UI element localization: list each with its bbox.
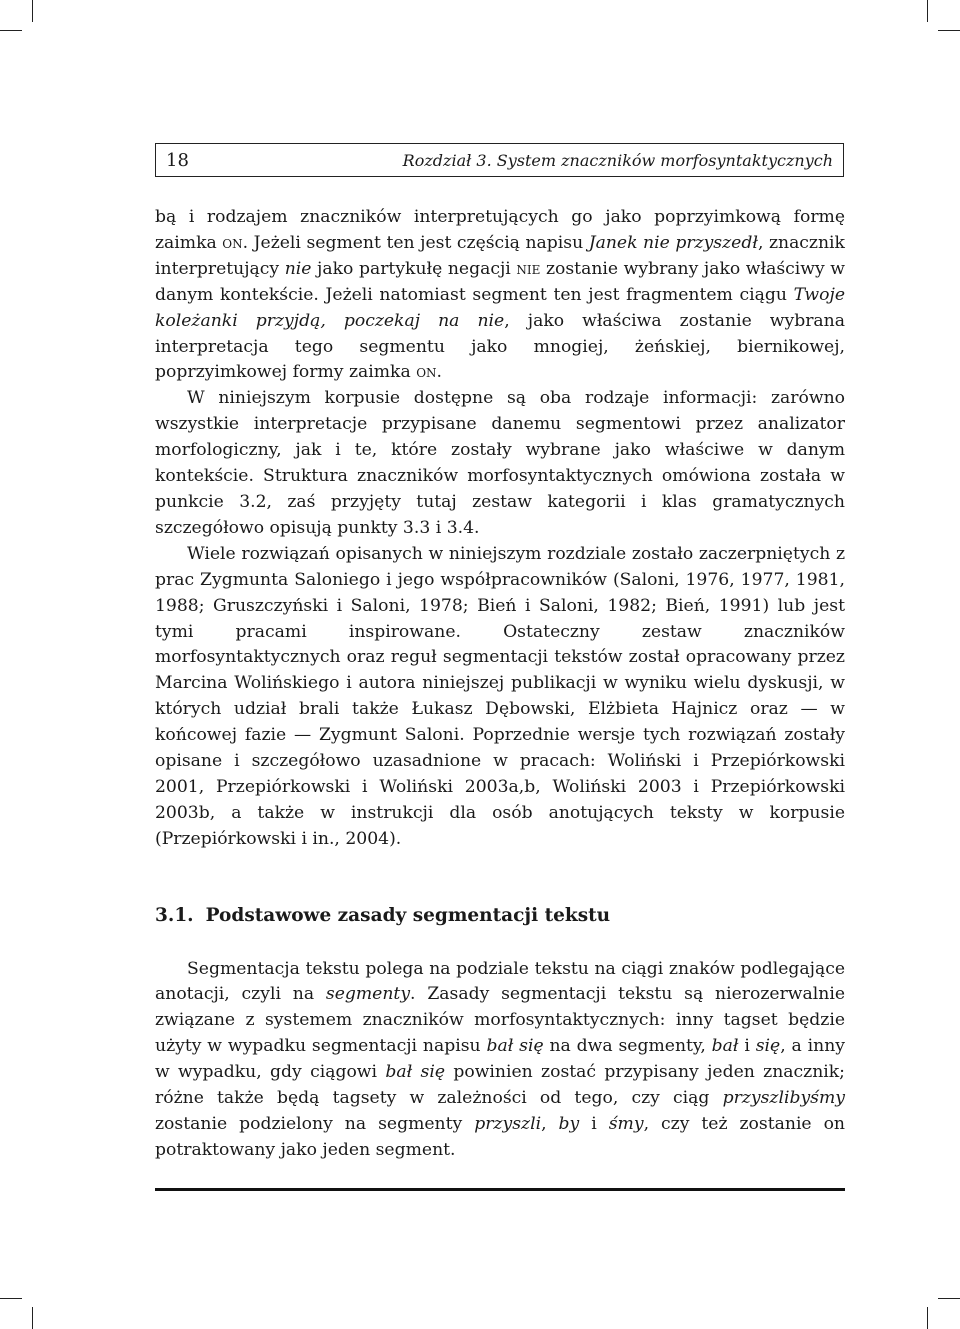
text-run: , znacznik interpretujący xyxy=(155,232,845,279)
paragraph xyxy=(155,957,845,1164)
crop-mark xyxy=(0,1298,22,1299)
crop-mark xyxy=(938,30,960,31)
italic-example: przyszli xyxy=(474,1114,542,1134)
text-run: Segmentacja tekstu polega na podziale tekstu na ciągi znaków podlegające anotacji, czyli na xyxy=(155,958,845,1005)
small-caps-term: on xyxy=(222,232,243,253)
crop-mark xyxy=(0,30,22,31)
crop-mark xyxy=(927,0,928,22)
text-run: bą i rodzajem znaczników interpretujących go jako poprzyimkową formę zaimka xyxy=(155,207,845,253)
italic-example: bał xyxy=(711,1036,739,1057)
crop-mark xyxy=(938,1298,960,1299)
section-heading xyxy=(155,903,845,929)
small-caps-term: on xyxy=(416,362,437,383)
text-run: jako partykułę negacji xyxy=(311,258,517,279)
text-run: , a inny w wypadku, gdy ciągowi xyxy=(155,1036,845,1083)
italic-example: nie xyxy=(284,258,312,279)
text-run: na dwa segmenty, xyxy=(543,1036,712,1057)
text-run: zostanie podzielony na segmenty xyxy=(155,1114,475,1134)
text-run: zostanie wybrany jako właściwy w danym kontekście. Jeżeli natomiast segment ten jest fragmentem ciągu xyxy=(155,258,845,305)
text-run: , czy też zostanie on potraktowany jako jeden segment. xyxy=(155,1114,846,1160)
crop-mark xyxy=(32,0,33,22)
italic-example: bał się xyxy=(385,1062,445,1083)
paragraph: Wiele rozwiązań opisanych w niniejszym rozdziale zostało zaczerpniętych z prac Zygmunta Saloniego i jego współpracowników (Saloni, 1976, 1977, 1981, 1988; Gruszczyński i Saloni, 1978; Bień i Saloni, 1982; Bień, 1991) lub jest tymi pracami inspirowane. Ostateczny zestaw znaczników morfosyntaktycznych oraz reguł segmentacji tekstów został opracowany przez Marcina Wolińskiego i autora niniejszej publikacji w wyniku wielu dyskusji, w których udział brali także Łukasz Dębowski, Elżbieta Hajnicz oraz — w końcowej fazie — Zygmunt Saloni. Poprzednie wersje tych rozwiązań zostały opisane i szczegółowo uzasadnione w pracach: Woliński i Przepiórkowski 2001, Przepiórkowski i Woliński 2003a,b, Woliński 2003 i Przepiórkowski 2003b, a także w instrukcji dla osób anotujących teksty w korpusie (Przepiórkowski i in., 2004). xyxy=(155,543,845,849)
crop-mark xyxy=(32,1307,33,1329)
italic-example: by xyxy=(558,1114,580,1134)
italic-example: się xyxy=(755,1036,781,1057)
section-number: 3.1. xyxy=(155,904,194,926)
text-run: powinien zostać przypisany jeden znacznik; różne także będą tagsety w zależności od tego, czy ciąg xyxy=(155,1062,845,1109)
paragraph-continued xyxy=(155,205,845,386)
paragraph: W niniejszym korpusie dostępne są oba rodzaje informacji: zarówno wszystkie interpretacje przypisane danemu segmentowi przez analizator morfologiczny, jak i te, które zostały wybrane jako właściwe w danym kontekście. Struktura znaczników morfosyntaktycznych omówiona została w punkcie 3.2, zaś przyjęty tutaj zestaw kategorii i klas gramatycznych szczegółowo opisują punkty 3.3 i 3.4. xyxy=(155,388,845,538)
page-number: 18 xyxy=(166,149,189,171)
text-run: i xyxy=(738,1036,756,1057)
italic-example: Janek nie przyszedł xyxy=(588,232,758,253)
body-text xyxy=(155,205,845,1164)
italic-term: segmenty xyxy=(325,984,411,1005)
text-run: . xyxy=(436,362,442,383)
text-run: , xyxy=(541,1114,559,1134)
text-run: , jako właściwa zostanie wybrana interpretacja tego segmentu jako mnogiej, żeńskiej, biernikowej, poprzyimkowej formy zaimka xyxy=(155,310,845,383)
running-head-title: Rozdział 3. System znaczników morfosyntaktycznych xyxy=(402,150,833,170)
text-run: . Zasady segmentacji tekstu są nierozerwalnie związane z systemem znaczników morfosyntaktycznych: inny tagset będzie użyty w wypadku segmentacji napisu xyxy=(155,984,845,1057)
small-caps-term: nie xyxy=(516,258,541,279)
section-title: Podstawowe zasady segmentacji tekstu xyxy=(205,904,611,926)
italic-example: Twoje koleżanki przyjdą, poczekaj na nie xyxy=(155,284,845,331)
italic-example: śmy xyxy=(608,1114,644,1134)
italic-example: przyszlibyśmy xyxy=(722,1088,845,1109)
crop-mark xyxy=(927,1307,928,1329)
italic-example: bał się xyxy=(486,1036,544,1057)
running-header xyxy=(155,143,844,177)
bottom-rule xyxy=(155,1188,845,1191)
text-run: i xyxy=(579,1114,609,1134)
text-run: . Jeżeli segment ten jest częścią napisu xyxy=(242,232,589,253)
